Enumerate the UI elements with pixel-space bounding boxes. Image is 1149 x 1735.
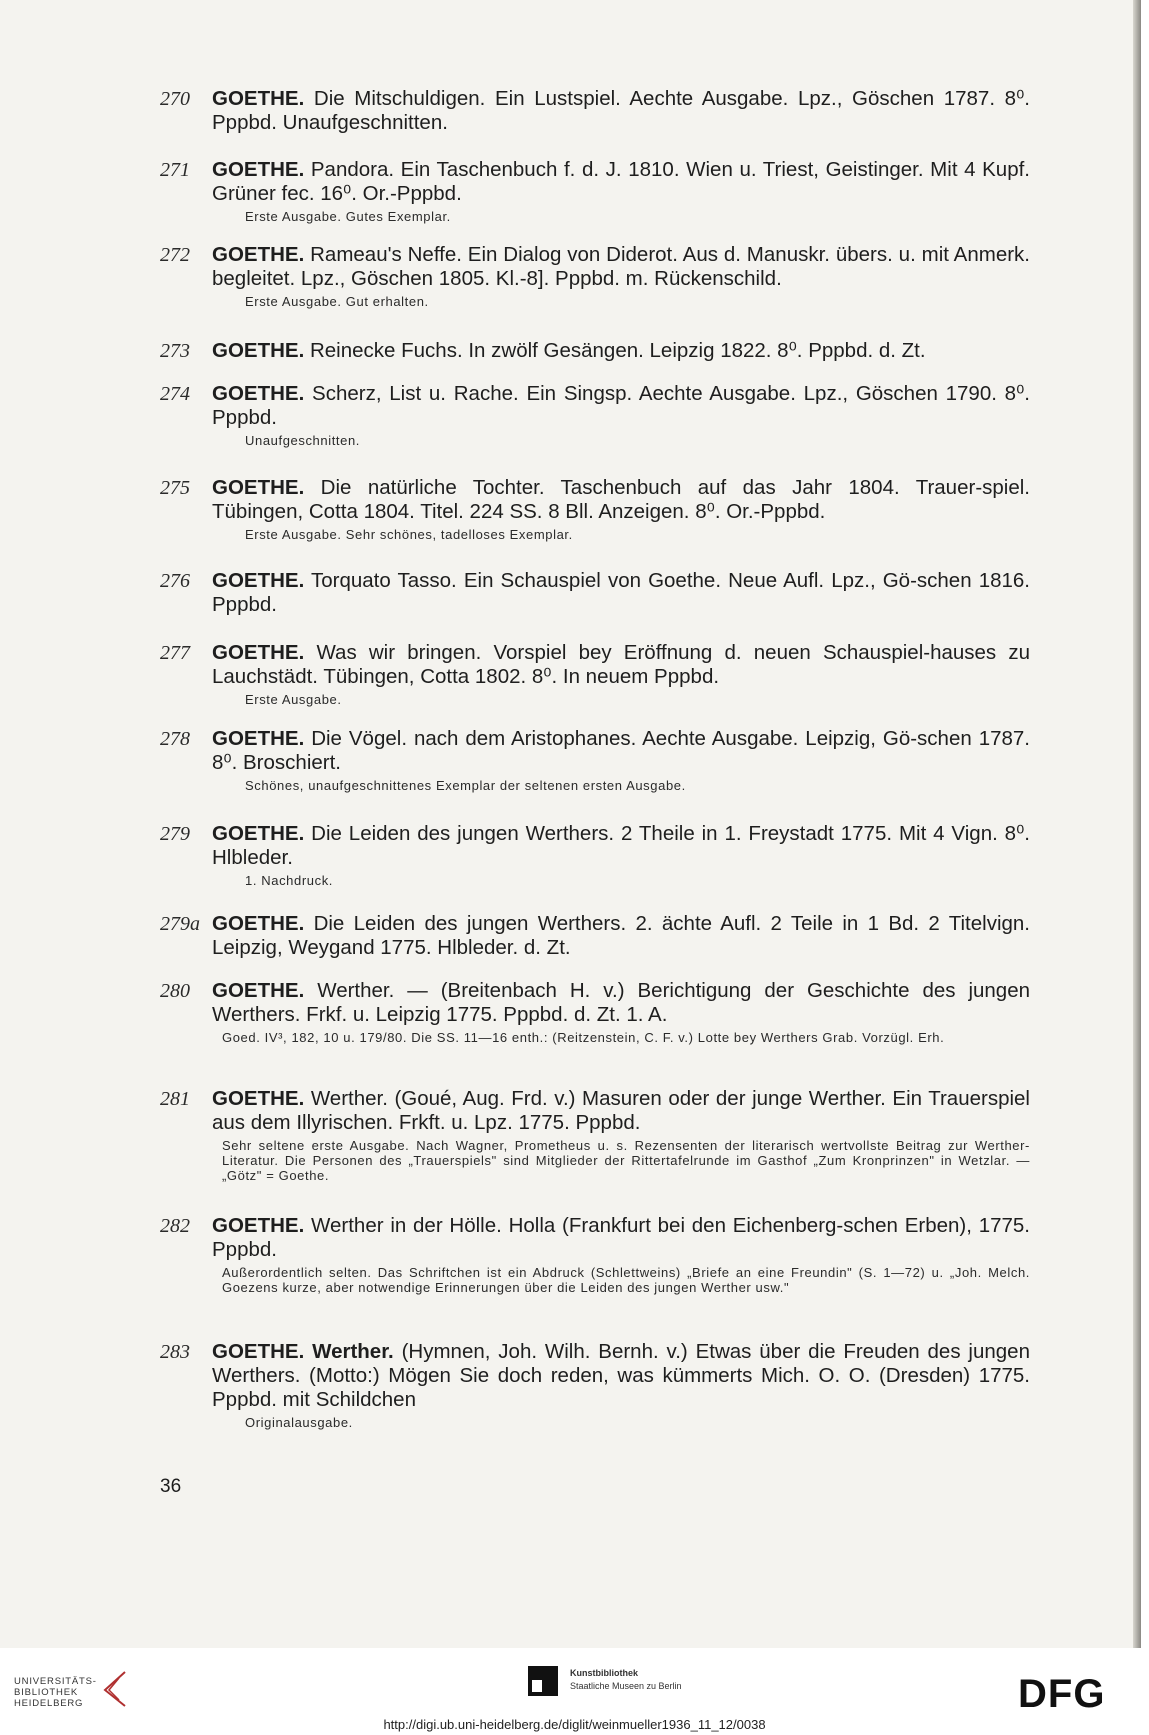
entry-number: 275 (160, 477, 190, 499)
entry-author: GOETHE. (212, 382, 305, 405)
catalog-entry (160, 641, 1030, 707)
entry-number: 278 (160, 728, 190, 750)
entry-description: Reinecke Fuchs. In zwölf Gesängen. Leipzig 1822. 8⁰. Pppbd. d. Zt. (309, 339, 926, 362)
dfg-logo[interactable]: DFG (1018, 1672, 1106, 1716)
entry-description: Pandora. Ein Taschenbuch f. d. J. 1810. Wien u. Triest, Geistinger. Mit 4 Kupf. Grüner fec. 16⁰. Or.-Pppbd. (212, 158, 1030, 205)
entry-author: GOETHE. (212, 1214, 305, 1237)
entry-note: Unaufgeschnitten. (245, 433, 360, 448)
catalog-entry (160, 243, 1030, 309)
catalog-entry (160, 912, 1030, 960)
entry-note: Originalausgabe. (245, 1415, 353, 1430)
kunstbibliothek-label: Kunstbibliothek Staatliche Museen zu Berlin (570, 1668, 682, 1691)
entry-description: Die Leiden des jungen Werthers. 2 Theile in 1. Freystadt 1775. Mit 4 Vign. 8⁰. Hlbleder. (212, 822, 1030, 869)
entry-author: GOETHE. Werther. (212, 1340, 394, 1363)
catalog-entry (160, 727, 1030, 793)
entry-description: Werther. — (Breitenbach H. v.) Berichtigung der Geschichte des jungen Werthers. Frkf. u. Leipzig 1775. Pppbd. d. Zt. 1. A. (212, 979, 1031, 1026)
entry-description: Was wir bringen. Vorspiel bey Eröffnung d. neuen Schauspiel-hauses zu Lauchstädt. Tübingen, Cotta 1802. 8⁰. In neuem Pppbd. (212, 641, 1031, 688)
entry-number: 273 (160, 340, 190, 362)
entry-number: 270 (160, 88, 190, 110)
university-seal-icon (95, 1668, 135, 1710)
entry-author: GOETHE. (212, 912, 305, 935)
entry-note: Sehr seltene erste Ausgabe. Nach Wagner, Prometheus u. s. Rezensenten der literarisch wertvollste Beitrag zur Werther-Literatur. Die Personen des „Trauerspiels" sind Mitglieder der Rittertafelrunde im Gasthof „Zum Kronprinzen" in Wetzlar. — „Götz" = Goethe. (222, 1138, 1030, 1183)
entry-note: Erste Ausgabe. Gut erhalten. (245, 294, 429, 309)
entry-description: Die natürliche Tochter. Taschenbuch auf das Jahr 1804. Trauer-spiel. Tübingen, Cotta 1804. Titel. 224 SS. 8 Bll. Anzeigen. 8⁰. Or.-Pppbd. (212, 476, 1030, 523)
entry-author: GOETHE. (212, 822, 305, 845)
entry-number: 276 (160, 570, 190, 592)
entry-number: 280 (160, 980, 190, 1002)
entry-author: GOETHE. (212, 243, 305, 266)
entry-description: Scherz, List u. Rache. Ein Singsp. Aechte Ausgabe. Lpz., Göschen 1790. 8⁰. Pppbd. (212, 382, 1030, 429)
catalog-entry (160, 382, 1030, 448)
university-library-logo[interactable]: UNIVERSITÄTS- BIBLIOTHEK HEIDELBERG (14, 1676, 97, 1709)
entry-number: 282 (160, 1215, 190, 1237)
catalog-entry (160, 476, 1030, 542)
entry-note: Außerordentlich selten. Das Schriftchen ist ein Abdruck (Schlettweins) „Briefe an eine Freundin" (S. 1—72) u. „Joh. Melch. Goezens kurze, aber notwendige Erinnerungen über die Leiden des jungen Werther usw." (222, 1265, 1030, 1295)
entry-note: Erste Ausgabe. (245, 692, 342, 707)
entry-author: GOETHE. (212, 339, 305, 362)
entry-note: Erste Ausgabe. Gutes Exemplar. (245, 209, 451, 224)
entry-note: Goed. IV³, 182, 10 u. 179/80. Die SS. 11—16 enth.: (Reitzenstein, C. F. v.) Lotte bey Werthers Grab. Vorzügl. Erh. (222, 1030, 945, 1045)
entry-number: 277 (160, 642, 190, 664)
entry-note: Schönes, unaufgeschnittenes Exemplar der seltenen ersten Ausgabe. (245, 778, 686, 793)
entry-description: Rameau's Neffe. Ein Dialog von Diderot. Aus d. Manuskr. übers. u. mit Anmerk. begleitet. Lpz., Göschen 1805. Kl.-8]. Pppbd. m. Rückenschild. (212, 243, 1030, 290)
catalog-entry (160, 569, 1030, 617)
entry-number: 271 (160, 159, 190, 181)
entry-number: 283 (160, 1341, 190, 1363)
catalog-entry (160, 1214, 1030, 1295)
page-number: 36 (160, 1476, 182, 1497)
entry-author: GOETHE. (212, 476, 305, 499)
entry-number: 281 (160, 1088, 190, 1110)
catalog-entry (160, 822, 1030, 888)
entry-author: GOETHE. (212, 87, 305, 110)
kunstbibliothek-logo-icon[interactable] (528, 1666, 558, 1696)
catalog-entry (160, 1087, 1030, 1183)
entry-number: 279 (160, 823, 190, 845)
page-edge-shadow (1133, 0, 1141, 1648)
catalog-entry (160, 158, 1030, 224)
entry-description: Die Leiden des jungen Werthers. 2. ächte Aufl. 2 Teile in 1 Bd. 2 Titelvign. Leipzig, Weygand 1775. Hlbleder. d. Zt. (212, 912, 1030, 959)
entry-description: Die Vögel. nach dem Aristophanes. Aechte Ausgabe. Leipzig, Gö-schen 1787. 8⁰. Broschiert. (212, 727, 1030, 774)
catalog-entry (160, 1340, 1030, 1430)
entry-number: 274 (160, 383, 190, 405)
entry-number: 272 (160, 244, 190, 266)
entry-description: (Hymnen, Joh. Wilh. Bernh. v.) Etwas über die Freuden des jungen Werthers. (Motto:) Mögen Sie doch reden, was kümmerts Mich. O. O. (Dresden) 1775. Pppbd. mit Schildchen (212, 1340, 1030, 1411)
entry-note: 1. Nachdruck. (245, 873, 334, 888)
entry-author: GOETHE. (212, 158, 305, 181)
entry-number: 279a (160, 913, 200, 935)
entry-note: Erste Ausgabe. Sehr schönes, tadelloses Exemplar. (245, 527, 573, 542)
entry-description: Werther in der Hölle. Holla (Frankfurt bei den Eichenberg-schen Erben), 1775. Pppbd. (212, 1214, 1030, 1261)
source-url[interactable]: http://digi.ub.uni-heidelberg.de/diglit/weinmueller1936_11_12/0038 (383, 1717, 766, 1732)
entry-author: GOETHE. (212, 1087, 305, 1110)
entry-author: GOETHE. (212, 641, 305, 664)
entry-author: GOETHE. (212, 979, 305, 1002)
entry-author: GOETHE. (212, 569, 305, 592)
catalog-entry (160, 339, 1030, 364)
entry-description: Torquato Tasso. Ein Schauspiel von Goethe. Neue Aufl. Lpz., Gö-schen 1816. Pppbd. (212, 569, 1031, 616)
entry-author: GOETHE. (212, 727, 305, 750)
catalog-entry (160, 979, 1030, 1045)
entry-description: Die Mitschuldigen. Ein Lustspiel. Aechte Ausgabe. Lpz., Göschen 1787. 8⁰. Pppbd. Unaufgeschnitten. (212, 87, 1030, 134)
catalog-entry (160, 87, 1030, 135)
entry-description: Werther. (Goué, Aug. Frd. v.) Masuren oder der junge Werther. Ein Trauerspiel aus dem Illyrischen. Frkft. u. Lpz. 1775. Pppbd. (212, 1087, 1030, 1134)
